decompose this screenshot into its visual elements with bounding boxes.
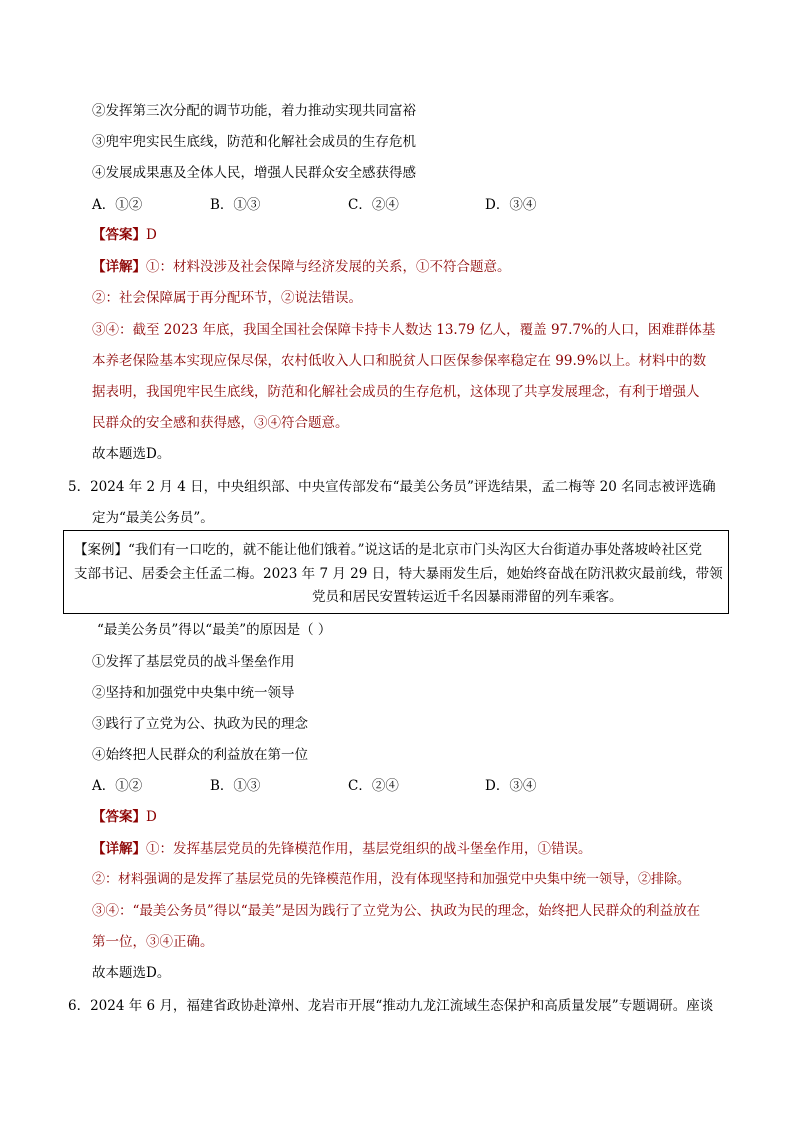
q4-option-4: ④发展成果惠及全体人民，增强人民群众安全感获得感 [92,165,416,181]
q4-explanation-3-line-2: 本养老保险基本实现应保尽保，农村低收入人口和脱贫人口医保参保率稳定在 99.9%以上。材料中的数 [92,353,707,369]
q5-answer [92,807,157,827]
q5-explanation-1 [92,839,592,859]
q5-answer-label: 【答案】 [92,809,146,825]
q4-answer-label: 【答案】 [92,227,146,243]
q5-choice-a: A．①② [92,778,143,794]
q4-explanation-3-line-4: 民群众的安全感和获得感，③④符合题意。 [92,415,349,431]
q5-explanation-3-line-1: ③④：“最美公务员”得以“最美”是因为践行了立党为公、执政为民的理念，始终把人民群众的利益放在 [92,903,701,919]
q5-choice-c: C．②④ [348,778,399,794]
q5-case-line-2: 支部书记、居委会主任孟二梅。2023 年 7 月 29 日，特大暴雨发生后，她始终奋战在防汛救灾最前线，带领 [74,566,723,582]
q4-option-2: ②发挥第三次分配的调节功能，着力推动实现共同富裕 [92,103,416,119]
q5-option-1: ①发挥了基层党员的战斗堡垒作用 [92,654,295,670]
q5-answer-value: D [146,809,157,825]
q4-choices [92,195,592,215]
q5-explanation-3-line-2: 第一位，③④正确。 [92,934,214,950]
q4-explanation-3-line-1: ③④：截至 2023 年底，我国全国社会保障卡持卡人数达 13.79 亿人，覆盖 97.7%的人口，困难群体基 [92,322,716,338]
q4-explanation-3-line-3: 据表明，我国兜牢民生底线，防范和化解社会成员的生存危机，这体现了共享发展理念，有利于增强人 [92,384,700,400]
q5-explain-label: 【详解】 [92,841,146,857]
q5-option-2: ②坚持和加强党中央集中统一领导 [92,685,295,701]
q4-explanation-1 [92,257,511,277]
q5-case-box [63,530,729,614]
q4-answer [92,225,157,245]
q4-explain-text-1: ①：材料没涉及社会保障与经济发展的关系，①不符合题意。 [146,259,511,275]
q4-option-3: ③兜牢兜实民生底线，防范和化解社会成员的生存危机 [92,134,416,150]
q5-choice-b: B．①③ [210,778,261,794]
q5-explanation-2: ②：材料强调的是发挥了基层党员的先锋模范作用，没有体现坚持和加强党中央集中统一领导，②排除。 [92,872,691,887]
q4-choice-b: B．①③ [210,197,261,213]
q5-choice-d: D．③④ [485,778,537,794]
q4-choice-d: D．③④ [485,197,537,213]
q5-choices [92,776,592,796]
q5-option-4: ④始终把人民群众的利益放在第一位 [92,747,308,763]
q4-conclusion: 故本题选D。 [92,446,171,462]
q4-choice-c: C．②④ [348,197,399,213]
q5-case-line-3: 党员和居民安置转运近千名因暴雨滞留的列车乘客。 [312,589,623,605]
q5-explain-text-1: ①：发挥基层党员的先锋模范作用，基层党组织的战斗堡垒作用，①错误。 [146,841,592,857]
q4-explain-label: 【详解】 [92,259,146,275]
q6-stem-line-1: 6．2024 年 6 月，福建省政协赴漳州、龙岩市开展“推动九龙江流域生态保护和高质量发展”专题调研。座谈 [68,998,714,1014]
q5-conclusion: 故本题选D。 [92,965,171,981]
q5-stem-line-2: 定为“最美公务员”。 [92,510,214,526]
q5-stem-line-1: 5．2024 年 2 月 4 日，中央组织部、中央宣传部发布“最美公务员”评选结果，孟二梅等 20 名同志被评选确 [68,479,716,495]
q4-choice-a: A．①② [92,197,143,213]
q4-answer-value: D [146,227,157,243]
q5-case-line-1: 【案例】“我们有一口吃的，就不能让他们饿着。”说这话的是北京市门头沟区大台街道办事处落坡岭社区党 [74,542,703,558]
q4-explanation-2: ②：社会保障属于再分配环节，②说法错误。 [92,290,362,306]
q5-question: “最美公务员”得以“最美”的原因是（ ） [97,622,332,638]
q5-option-3: ③践行了立党为公、执政为民的理念 [92,716,308,732]
